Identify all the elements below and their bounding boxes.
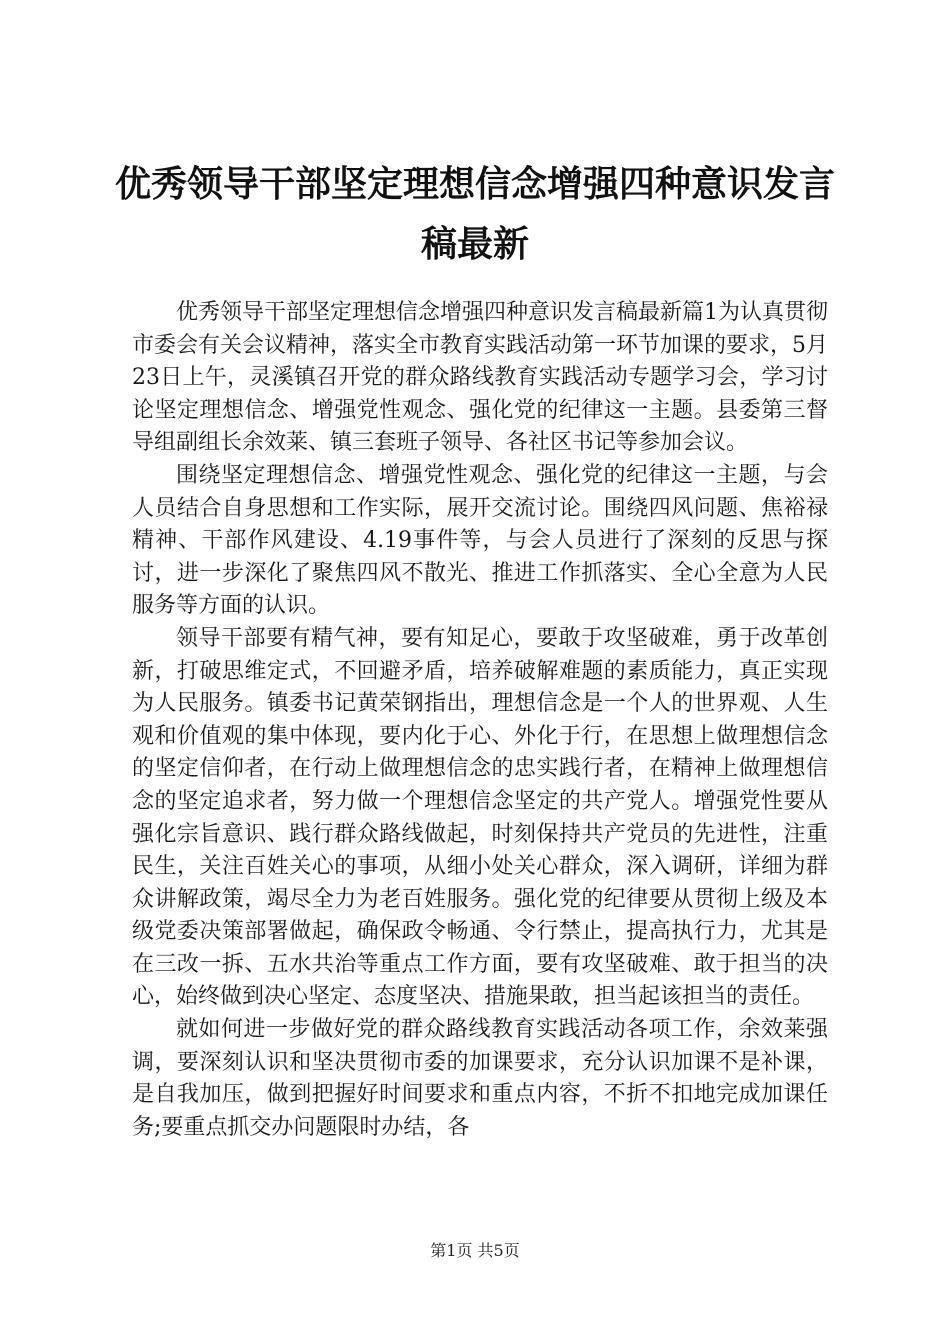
- page-number-footer: 第1页 共5页: [430, 1241, 520, 1260]
- document-body: [132, 297, 828, 1144]
- paragraph: 围绕坚定理想信念、增强党性观念、强化党的纪律这一主题，与会人员结合自身思想和工作实际，展开交流讨论。围绕四风问题、焦裕禄精神、干部作风建设、4.19事件等，与会人员进行了深刻的反思与探讨，进一步深化了聚焦四风不散光、推进工作抓落实、全心全意为人民服务等方面的认识。: [132, 462, 828, 619]
- paragraph: 领导干部要有精气神，要有知足心，要敢于攻坚破难，勇于改革创新，打破思维定式，不回避矛盾，培养破解难题的素质能力，真正实现为人民服务。镇委书记黄荣钢指出，理想信念是一个人的世界观、人生观和价值观的集中体现，要内化于心、外化于行，在思想上做理想信念的坚定信仰者，在行动上做理想信念的忠实践行者，在精神上做理想信念的坚定追求者，努力做一个理想信念坚定的共产党人。增强党性要从强化宗旨意识、践行群众路线做起，时刻保持共产党员的先进性，注重民生，关注百姓关心的事项，从细小处关心群众，深入调研，详细为群众讲解政策，竭尽全力为老百姓服务。强化党的纪律要从贯彻上级及本级党委决策部署做起，确保政令畅通、令行禁止，提高执行力，尤其是在三改一拆、五水共治等重点工作方面，要有攻坚破难、敢于担当的决心，始终做到决心坚定、态度坚决、措施果敢，担当起该担当的责任。: [132, 625, 828, 1010]
- paragraph: 就如何进一步做好党的群众路线教育实践活动各项工作，余效莱强调，要深刻认识和坚决贯彻市委的加课要求，充分认识加课不是补课，是自我加压，做到把握好时间要求和重点内容，不折不扣地完成加课任务;要重点抓交办问题限时办结，各: [132, 1017, 828, 1140]
- document-title: 优秀领导干部坚定理想信念增强四种意识发言稿最新: [114, 164, 835, 265]
- paragraph: 优秀领导干部坚定理想信念增强四种意识发言稿最新篇1为认真贯彻市委会有关会议精神，落实全市教育实践活动第一环节加课的要求，5月23日上午，灵溪镇召开党的群众路线教育实践活动专题学习会，学习讨论坚定理想信念、增强党性观念、强化党的纪律这一主题。县委第三督导组副组长余效莱、镇三套班子领导、各社区书记等参加会议。: [132, 300, 828, 456]
